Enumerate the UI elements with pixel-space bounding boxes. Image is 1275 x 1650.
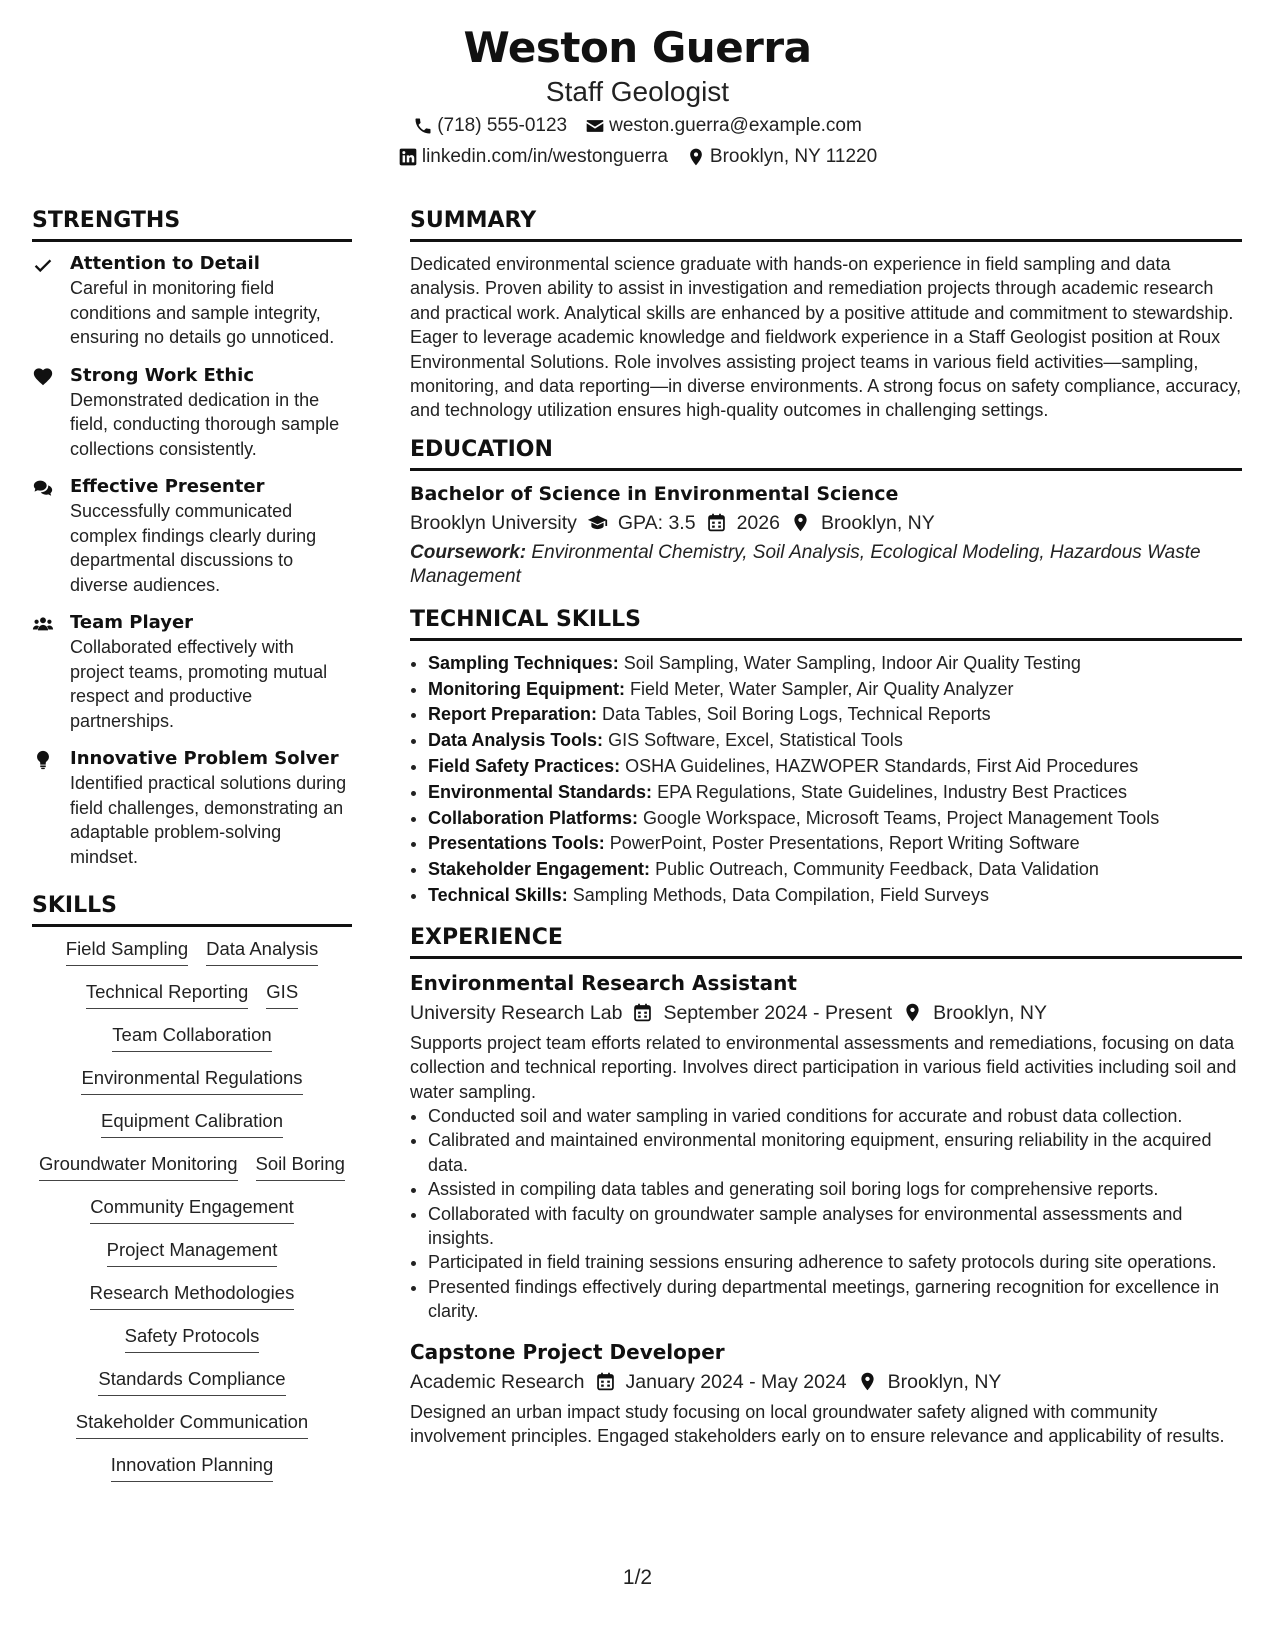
experience-section bbox=[410, 969, 1242, 1449]
list-item bbox=[428, 702, 1242, 728]
list-item: • Conducted soil and water sampling in varied conditions for accurate and robust data collection. bbox=[428, 1104, 1242, 1128]
phone-icon bbox=[413, 116, 433, 136]
strength-item bbox=[32, 475, 352, 597]
job-description: Supports project team efforts related to environmental assessments and remediations, focusing on data collection and technical reporting. Involves direct participation in various field activities including soil and water sampling. bbox=[410, 1032, 1237, 1102]
tech-skill-value: Google Workspace, Microsoft Teams, Project Management Tools bbox=[643, 807, 1160, 828]
job-meta bbox=[410, 1366, 1242, 1398]
list-item: • Participated in field training sessions ensuring adherence to safety protocols during site operations. bbox=[428, 1250, 1242, 1274]
strength-title: Strong Work Ethic bbox=[70, 364, 255, 386]
list-item bbox=[428, 883, 1242, 909]
list-item bbox=[428, 754, 1242, 780]
skill-tag: Data Analysis bbox=[206, 937, 318, 966]
education-year: 2026 bbox=[736, 511, 780, 534]
education-degree: Bachelor of Science in Environmental Science bbox=[410, 482, 899, 505]
strength-item bbox=[32, 364, 352, 462]
contact-line-1 bbox=[0, 110, 1275, 141]
map-pin-icon bbox=[790, 512, 811, 533]
job-dates: September 2024 - Present bbox=[663, 1001, 893, 1024]
list-item bbox=[428, 780, 1242, 806]
email-text: weston.guerra@example.com bbox=[609, 115, 862, 136]
list-item: • Assisted in compiling data tables and generating soil boring logs for comprehensive reports. bbox=[428, 1177, 1242, 1201]
skill-tag: Innovation Planning bbox=[111, 1453, 274, 1482]
skills-heading: SKILLS bbox=[32, 891, 352, 927]
strength-desc: Collaborated effectively with project teams, promoting mutual respect and productive partnerships. bbox=[70, 637, 328, 731]
coursework bbox=[410, 541, 1242, 589]
tech-skill-label: Data Analysis Tools: bbox=[428, 730, 604, 751]
education-gpa: GPA: 3.5 bbox=[617, 511, 696, 534]
job-meta bbox=[410, 997, 1242, 1029]
job-description: Designed an urban impact study focusing on local groundwater safety aligned with community involvement principles. Engaged stakeholders early on to ensure relevance and applicability of results. bbox=[410, 1401, 1225, 1447]
tech-skill-label: Stakeholder Engagement: bbox=[428, 859, 651, 880]
lightbulb-icon bbox=[32, 749, 54, 771]
phone-text: (718) 555-0123 bbox=[437, 115, 568, 136]
linkedin-text: linkedin.com/in/westonguerra bbox=[421, 146, 668, 167]
list-item: • Presented findings effectively during departmental meetings, garnering recognition for excellence in clarity. bbox=[428, 1275, 1242, 1324]
check-icon bbox=[32, 254, 54, 276]
contact-line-2 bbox=[0, 141, 1275, 172]
job-location: Brooklyn, NY bbox=[933, 1001, 1047, 1024]
tech-skill-value: OSHA Guidelines, HAZWOPER Standards, First Aid Procedures bbox=[625, 756, 1139, 777]
strength-title: Innovative Problem Solver bbox=[70, 748, 339, 769]
tech-skill-label: Collaboration Platforms: bbox=[428, 807, 639, 828]
summary-heading: SUMMARY bbox=[410, 206, 1242, 242]
skill-tag: Equipment Calibration bbox=[101, 1109, 283, 1138]
strength-title: Attention to Detail bbox=[70, 253, 260, 274]
envelope-icon bbox=[585, 116, 605, 136]
skill-tag: Community Engagement bbox=[90, 1195, 294, 1224]
technical-skills-section bbox=[410, 651, 1242, 909]
summary-text: Dedicated environmental science graduate with hands-on experience in field sampling and data analysis. Proven ability to assist in investigation and remediation projects through academic research and practical work. Analytical skills are enhanced by a positive attitude and commitment to stewardship. Eager to leverage academic knowledge and fieldwork experience in a Staff Geologist position at Roux Environmental Solutions. Role involves assisting project teams in various field activities—sampling, monitoring, and data reporting—in diverse environments. A strong focus on safety compliance, accuracy, and technology utilization ensures high-quality outcomes in challenging settings. bbox=[410, 254, 1242, 421]
skill-tag: GIS bbox=[266, 980, 298, 1009]
map-pin-icon bbox=[686, 147, 706, 167]
strength-desc: Successfully communicated complex findings clearly during departmental discussions to diverse audiences. bbox=[70, 501, 317, 595]
tech-skill-value: PowerPoint, Poster Presentations, Report Writing Software bbox=[609, 833, 1080, 854]
education-meta bbox=[410, 507, 1242, 539]
skill-tag: Team Collaboration bbox=[112, 1023, 271, 1052]
comments-icon bbox=[32, 477, 54, 499]
job-entry bbox=[410, 969, 1242, 1324]
list-item bbox=[428, 857, 1242, 883]
skill-tag: Project Management bbox=[107, 1238, 278, 1267]
email-contact[interactable] bbox=[585, 110, 862, 141]
linkedin-icon bbox=[398, 147, 418, 167]
tech-skill-label: Technical Skills: bbox=[428, 885, 568, 906]
candidate-title: Staff Geologist bbox=[545, 76, 730, 107]
strength-item bbox=[32, 747, 352, 869]
linkedin-contact[interactable] bbox=[398, 141, 668, 172]
tech-skill-label: Presentations Tools: bbox=[428, 833, 605, 854]
list-item bbox=[428, 728, 1242, 754]
skill-tag: Research Methodologies bbox=[90, 1281, 295, 1310]
tech-skill-label: Field Safety Practices: bbox=[428, 756, 621, 777]
job-org: Academic Research bbox=[410, 1370, 585, 1393]
tech-skill-label: Monitoring Equipment: bbox=[428, 678, 625, 699]
skill-tag: Environmental Regulations bbox=[81, 1066, 302, 1095]
strength-item bbox=[32, 252, 352, 350]
location-contact bbox=[686, 141, 877, 172]
tech-skill-value: Public Outreach, Community Feedback, Data Validation bbox=[655, 859, 1099, 880]
strengths-heading: STRENGTHS bbox=[32, 206, 352, 242]
experience-heading: EXPERIENCE bbox=[410, 923, 1242, 959]
strength-desc: Identified practical solutions during field challenges, demonstrating an adaptable problem-solving mindset. bbox=[70, 773, 347, 867]
job-dates: January 2024 - May 2024 bbox=[625, 1370, 847, 1393]
phone-contact[interactable] bbox=[413, 110, 567, 141]
job-title: Environmental Research Assistant bbox=[410, 970, 797, 995]
right-column bbox=[410, 206, 1242, 1449]
resume-header bbox=[0, 22, 1275, 172]
map-pin-icon bbox=[902, 1002, 923, 1023]
job-entry bbox=[410, 1338, 1242, 1449]
job-org: University Research Lab bbox=[410, 1001, 623, 1024]
strength-desc: Demonstrated dedication in the field, conducting thorough sample collections consistently. bbox=[70, 389, 340, 459]
skill-tag: Safety Protocols bbox=[125, 1324, 260, 1353]
list-item bbox=[428, 677, 1242, 703]
strength-title: Team Player bbox=[70, 612, 194, 633]
calendar-icon bbox=[595, 1371, 616, 1392]
tech-skill-label: Sampling Techniques: bbox=[428, 652, 619, 673]
location-text: Brooklyn, NY 11220 bbox=[709, 146, 878, 167]
tech-skill-label: Report Preparation: bbox=[428, 704, 598, 725]
education-school: Brooklyn University bbox=[410, 511, 577, 534]
coursework-text: Environmental Chemistry, Soil Analysis, Ecological Modeling, Hazardous Waste Management bbox=[410, 541, 1201, 587]
calendar-icon bbox=[632, 1002, 653, 1023]
calendar-icon bbox=[706, 512, 727, 533]
skill-tag: Stakeholder Communication bbox=[76, 1410, 308, 1439]
skill-tag: Standards Compliance bbox=[98, 1367, 285, 1396]
job-location: Brooklyn, NY bbox=[887, 1370, 1002, 1393]
coursework-label: Coursework: bbox=[410, 541, 527, 563]
tech-skill-value: GIS Software, Excel, Statistical Tools bbox=[608, 730, 903, 751]
candidate-name: Weston Guerra bbox=[463, 23, 812, 72]
skill-tag: Technical Reporting bbox=[86, 980, 248, 1009]
education-location: Brooklyn, NY bbox=[820, 511, 935, 534]
strength-item bbox=[32, 611, 352, 733]
graduation-cap-icon bbox=[587, 512, 608, 533]
skill-tag: Soil Boring bbox=[256, 1152, 345, 1181]
list-item: • Calibrated and maintained environmental monitoring equipment, ensuring reliability in the acquired data. bbox=[428, 1128, 1242, 1177]
list-item bbox=[428, 831, 1242, 857]
users-icon bbox=[32, 613, 54, 635]
technical-skills-heading: TECHNICAL SKILLS bbox=[410, 605, 1242, 641]
tech-skill-value: Sampling Methods, Data Compilation, Field Surveys bbox=[572, 885, 989, 906]
left-column bbox=[32, 206, 352, 1482]
skills-list bbox=[32, 937, 352, 1482]
strength-title: Effective Presenter bbox=[70, 476, 265, 497]
strength-desc: Careful in monitoring field conditions and sample integrity, ensuring no details go unnoticed. bbox=[70, 278, 335, 347]
list-item bbox=[428, 806, 1242, 832]
skill-tag: Field Sampling bbox=[66, 937, 188, 966]
list-item: • Collaborated with faculty on groundwater sample analyses for environmental assessments and insights. bbox=[428, 1202, 1242, 1251]
job-bullets bbox=[410, 1104, 1242, 1324]
tech-skill-value: Data Tables, Soil Boring Logs, Technical Reports bbox=[602, 704, 991, 725]
map-pin-icon bbox=[857, 1371, 878, 1392]
tech-skill-label: Environmental Standards: bbox=[428, 781, 653, 802]
job-title: Capstone Project Developer bbox=[410, 1339, 725, 1364]
skill-tag: Groundwater Monitoring bbox=[39, 1152, 237, 1181]
tech-skill-value: EPA Regulations, State Guidelines, Industry Best Practices bbox=[657, 781, 1127, 802]
heart-icon bbox=[32, 366, 54, 388]
education-heading: EDUCATION bbox=[410, 435, 1242, 471]
tech-skill-value: Soil Sampling, Water Sampling, Indoor Air Quality Testing bbox=[623, 652, 1081, 673]
tech-skill-value: Field Meter, Water Sampler, Air Quality Analyzer bbox=[629, 678, 1014, 699]
page-number: 1/2 bbox=[622, 1566, 653, 1589]
technical-skills-list bbox=[410, 651, 1242, 909]
list-item bbox=[428, 651, 1242, 677]
